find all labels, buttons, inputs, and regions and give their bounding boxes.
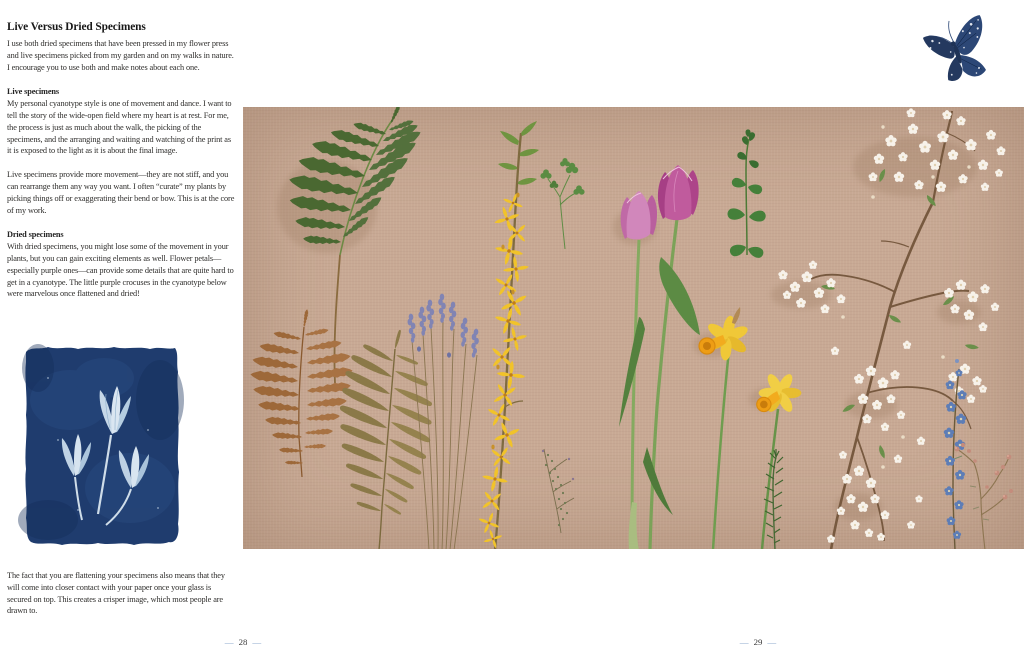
section-heading-live: Live specimens xyxy=(7,87,60,97)
specimen-tulips xyxy=(619,165,700,549)
specimen-mint xyxy=(727,129,766,259)
closing-paragraph: The fact that you are flattening your specimens also means that they will come into closer contact with your paper once your glass is secured on top. This creates a crisper image, which most people are drawn to. xyxy=(7,571,225,616)
specimen-thyme xyxy=(542,449,574,533)
specimen-photo-art xyxy=(243,107,1024,549)
butterfly-illustration xyxy=(920,14,994,86)
page-number-dash: — xyxy=(224,637,234,647)
live-paragraph-2: Live specimens provide more movement—they are not stiff, and you can rearrange them any way you want. I often “curate” my plants by picking things off or exaggerating their bend or bow. This is at the core of my work. xyxy=(7,170,235,215)
article-column xyxy=(7,21,236,300)
specimen-waxflower xyxy=(955,443,1014,549)
cyanotype-print-image xyxy=(18,338,186,554)
specimen-rust-fern xyxy=(250,309,353,477)
live-paragraph-1: My personal cyanotype style is one of movement and dance. I want to tell the story of the wide-open field where my heart is at rest. For me, the process is just as much about the walk, the picking of the specimens, and the arranging and waiting and watching of the print as it is exposed to the light as it is about the final image. xyxy=(7,99,232,156)
specimen-forsythia xyxy=(475,121,539,549)
article-intro: I use both dried specimens that have been pressed in my flower press and live specimens picked from my garden and on my walks in nature. I encourage you to use both and make notes about each one. xyxy=(7,39,234,72)
specimen-lavender xyxy=(407,294,480,549)
page-number-dash: — xyxy=(739,637,749,647)
specimen-parsley xyxy=(540,158,584,249)
page-title: Live Versus Dried Specimens xyxy=(7,21,146,33)
page-number-dash: — xyxy=(252,637,262,647)
specimen-olive-fern xyxy=(338,330,433,549)
specimen-daffodils xyxy=(699,307,801,549)
page-number-right: — 29 — xyxy=(713,637,803,647)
section-heading-dried: Dried specimens xyxy=(7,230,64,240)
specimen-photo xyxy=(243,107,1024,549)
dried-paragraph-1: With dried specimens, you might lose some of the movement in your plants, but you can gain exciting elements as well. Flower petals—especially purple ones—can provide some details that are quite hard to get in a cyanotype. The little purple crocuses in the cyanotype below were marvelous once flattened and dried! xyxy=(7,242,234,299)
page-number-left: — 28 — xyxy=(198,637,288,647)
shadows xyxy=(277,137,981,521)
page-number-dash: — xyxy=(767,637,777,647)
cyanotype-art xyxy=(18,338,186,554)
